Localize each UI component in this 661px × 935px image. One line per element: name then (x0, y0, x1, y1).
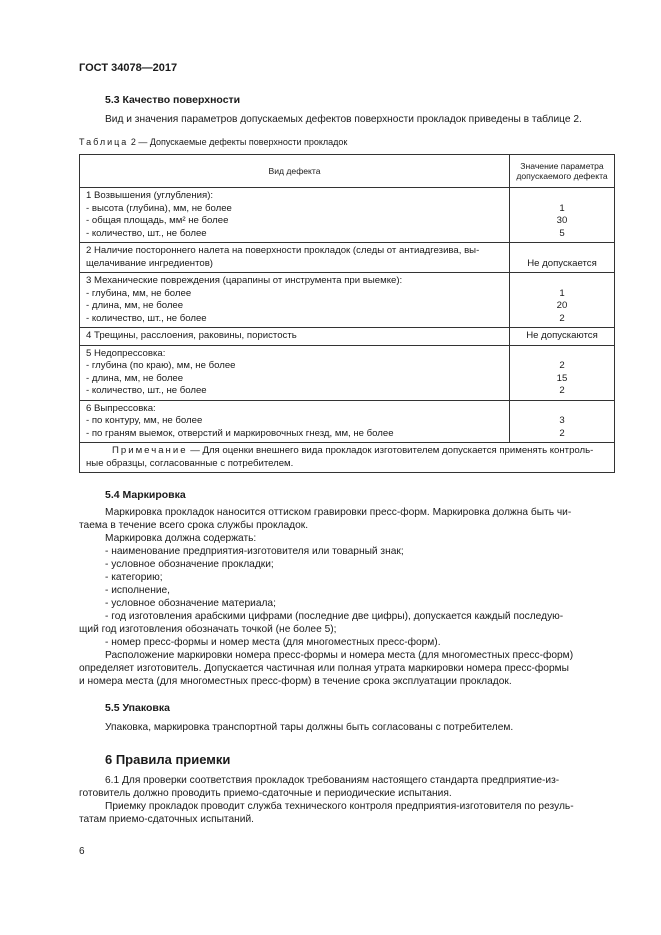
row-value: Не допускаются (526, 330, 598, 341)
paragraph-line: Расположение маркировки номера пресс-формы и номера места (для многоместных пресс-форм) (105, 650, 574, 661)
paragraph-line: Маркировка прокладок наносится оттиском гравировки пресс-форм. Маркировка должна быть чи- (105, 507, 572, 518)
page-number: 6 (79, 846, 85, 857)
row-6-values (510, 400, 615, 443)
table-note-line1 (86, 445, 608, 458)
row-value: 3 (559, 415, 565, 426)
table-row (80, 188, 615, 243)
paragraph-line: и номера места (для многоместных пресс-форм) в течение срока эксплуатации прокладок. (79, 676, 512, 687)
row-text: - длина, мм, не более (86, 300, 184, 311)
section-5-5-title: 5.5 Упаковка (105, 702, 170, 714)
list-item: - исполнение, (105, 585, 171, 596)
note-prefix: Примечание (112, 445, 188, 456)
list-item: - условное обозначение материала; (105, 598, 276, 609)
paragraph-line: определяет изготовитель. Допускается частичная или полная утрата маркировки номера пресс-формы (79, 663, 569, 674)
paragraph-line: таема в течение всего срока службы прокладок. (79, 520, 309, 531)
row-3-desc (80, 273, 510, 328)
section-6-body (79, 774, 615, 826)
row-value: 30 (556, 215, 568, 226)
col-parameter-value-line1: Значение параметра (520, 161, 604, 171)
row-3-values (510, 273, 615, 328)
row-text: 6 Выпрессовка: (86, 402, 156, 414)
row-text: - количество, шт., не более (86, 312, 207, 324)
document-header: ГОСТ 34078—2017 (79, 62, 178, 74)
row-text: - по контуру, мм, не более (86, 415, 203, 426)
table-caption (79, 137, 347, 147)
list-item: - условное обозначение прокладки; (105, 559, 274, 570)
row-5-values (510, 345, 615, 400)
row-text: 4 Трещины, расслоения, раковины, пористость (86, 330, 297, 341)
row-value: 15 (556, 372, 568, 384)
section-5-4-body (79, 506, 615, 688)
paragraph-line: татам приемо-сдаточных испытаний. (79, 814, 254, 825)
table-row (80, 400, 615, 443)
paragraph-line: 6.1 Для проверки соответствия прокладок требованиям настоящего стандарта предприятие-из- (105, 775, 560, 786)
table-header-row (80, 155, 615, 188)
row-value: 20 (556, 300, 568, 311)
table-row (80, 328, 615, 346)
table-row (80, 273, 615, 328)
section-5-4-title: 5.4 Маркировка (105, 489, 186, 501)
row-value: 2 (559, 427, 565, 439)
row-text: 5 Недопрессовка: (86, 347, 166, 359)
col-parameter-value-line2: допускаемого дефекта (516, 171, 608, 181)
row-text: щелачивание ингредиентов) (86, 257, 213, 269)
section-5-5-text: Упаковка, маркировка транспортной тары должны быть согласованы с потребителем. (105, 722, 514, 733)
row-text: - по граням выемок, отверстий и маркировочных гнезд, мм, не более (86, 427, 394, 439)
table-caption-rest: 2 — Допускаемые дефекты поверхности прокладок (130, 137, 348, 147)
table-caption-prefix: Таблица (79, 137, 129, 147)
row-1-desc (80, 188, 510, 243)
row-value: 2 (559, 312, 565, 324)
note-text-1: — Для оценки внешнего вида прокладок изготовителем допускается применять контроль- (187, 445, 594, 456)
row-1-values (510, 188, 615, 243)
list-item: - год изготовления арабскими цифрами (последние две цифры), допускается каждый последую- (105, 611, 564, 622)
row-text: - общая площадь, мм² не более (86, 215, 229, 226)
list-item: - категорию; (105, 572, 163, 583)
section-5-3-text: Вид и значения параметров допускаемых дефектов поверхности прокладок приведены в таблице 2. (105, 114, 582, 125)
row-value: 5 (559, 227, 565, 239)
col-defect-type: Вид дефекта (80, 155, 510, 188)
row-text: 2 Наличие постороннего налета на поверхности прокладок (следы от антиадгезива, вы- (86, 245, 480, 256)
row-text: 1 Возвышения (углубления): (86, 190, 214, 201)
col-parameter-value (510, 155, 615, 188)
row-2-values (510, 243, 615, 273)
defects-table (79, 154, 615, 473)
row-value: 1 (559, 202, 565, 214)
row-text: - количество, шт., не более (86, 227, 207, 239)
row-text: 3 Механические повреждения (царапины от инструмента при выемке): (86, 275, 403, 286)
row-4-values (510, 328, 615, 346)
row-5-desc (80, 345, 510, 400)
paragraph-line: Маркировка должна содержать: (105, 533, 257, 544)
row-text: - глубина, мм, не более (86, 287, 192, 299)
paragraph-line: Приемку прокладок проводит служба технического контроля предприятия-изготовителя по резуль- (105, 801, 574, 812)
row-4-desc (80, 328, 510, 346)
row-text: - высота (глубина), мм, не более (86, 202, 232, 214)
table-row (80, 345, 615, 400)
row-text: - глубина (по краю), мм, не более (86, 360, 236, 371)
paragraph-line: готовитель должно проводить приемо-сдаточные и периодические испытания. (79, 788, 452, 799)
section-5-3-title: 5.3 Качество поверхности (105, 94, 241, 106)
row-text: - количество, шт., не более (86, 385, 207, 396)
table-note-line2: ные образцы, согласованные с потребителем. (86, 457, 294, 469)
row-value: 2 (559, 385, 565, 396)
row-value: 1 (559, 287, 565, 299)
section-6-title: 6 Правила приемки (105, 752, 231, 767)
row-value: 2 (559, 360, 565, 371)
paragraph-line: щий год изготовления обозначать точкой (не более 5); (79, 624, 337, 635)
table-row (80, 243, 615, 273)
row-6-desc (80, 400, 510, 443)
row-text: - длина, мм, не более (86, 372, 184, 384)
row-value: Не допускается (527, 257, 597, 269)
table-note-row (80, 443, 615, 473)
table-note (80, 443, 615, 473)
row-2-desc (80, 243, 510, 273)
list-item: - наименование предприятия-изготовителя или товарный знак; (105, 546, 404, 557)
list-item: - номер пресс-формы и номер места (для многоместных пресс-форм). (105, 637, 441, 648)
